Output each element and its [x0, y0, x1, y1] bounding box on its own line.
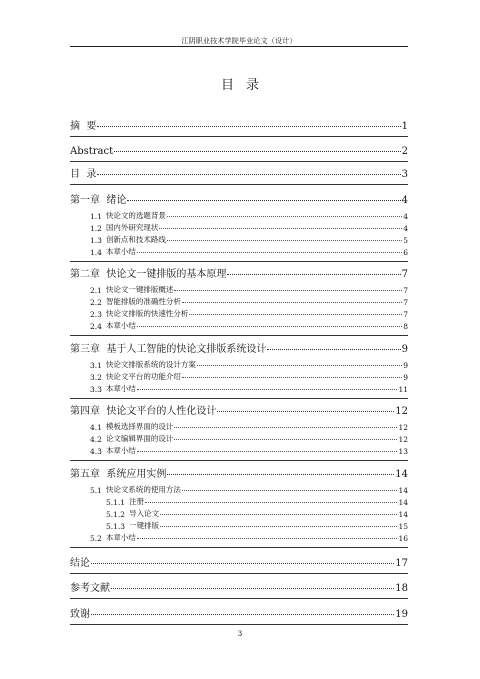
toc-entry-number: 5.1.2: [106, 510, 126, 519]
toc-leader-dots: [267, 348, 400, 350]
toc-entry-page: 12: [398, 423, 408, 432]
toc-entry[interactable]: [90, 297, 408, 307]
toc-entry-page: 14: [395, 469, 408, 480]
toc-entry-page: 7: [403, 310, 408, 319]
toc-entry[interactable]: [70, 403, 408, 417]
toc-entry-page: 19: [395, 609, 408, 620]
toc-entry-number: 5.1: [90, 486, 102, 495]
toc-leader-dots: [160, 513, 397, 515]
toc-section-rule: [70, 335, 408, 336]
toc-leader-dots: [137, 537, 398, 539]
toc-entry[interactable]: [90, 384, 408, 394]
toc-entry-label: 本章小结: [105, 446, 136, 455]
toc-entry-page: 5: [403, 236, 408, 245]
toc-entry-number: 4.3: [90, 447, 102, 456]
toc-entry-label: 快论文的选题背景: [105, 211, 166, 220]
toc-entry[interactable]: [90, 446, 408, 456]
toc-entry-label: 本章小结: [105, 321, 136, 330]
toc-section-rule: [70, 573, 408, 574]
toc-entry-number: 5.1.1: [106, 498, 126, 507]
toc-leader-dots: [127, 199, 400, 201]
toc-leader-dots: [137, 450, 398, 452]
toc-entry[interactable]: [90, 485, 408, 495]
toc-entry[interactable]: [90, 533, 408, 543]
toc-entry-number: 3.1: [90, 361, 102, 370]
toc-entry[interactable]: [70, 166, 408, 180]
toc-entry-page: 9: [401, 344, 408, 355]
toc-entry-page: 7: [401, 269, 408, 280]
toc-entry-page: 13: [398, 447, 408, 456]
toc-entry-page: 9: [403, 373, 408, 382]
toc-entry-label: Abstract: [70, 146, 114, 157]
toc-entry[interactable]: [90, 285, 408, 295]
toc-entry-page: 1: [401, 121, 408, 132]
toc-leader-dots: [174, 438, 397, 440]
toc-entry[interactable]: [70, 606, 408, 620]
toc-leader-dots: [227, 273, 400, 275]
toc-entry-page: 14: [398, 510, 408, 519]
toc-entry[interactable]: [70, 580, 408, 594]
toc-entry-number: 3.3: [90, 385, 102, 394]
toc-entry-number: 3.2: [90, 373, 102, 382]
toc-entry-label: 论文编辑界面的设计: [105, 434, 174, 443]
toc-entry-label: 第五章 系统应用实例: [70, 469, 167, 480]
header-rule: [70, 46, 408, 47]
toc-entry[interactable]: [90, 309, 408, 319]
toc-entry[interactable]: [70, 118, 408, 132]
toc-section-rule: [70, 161, 408, 162]
toc-entry-number: 4.2: [90, 435, 102, 444]
toc-entry-page: 9: [403, 361, 408, 370]
page-number: 3: [237, 630, 243, 638]
toc-section-rule: [70, 261, 408, 262]
toc-entry[interactable]: [106, 497, 408, 507]
toc-entry[interactable]: [70, 192, 408, 206]
toc-entry[interactable]: [90, 360, 408, 370]
toc-entry-page: 16: [398, 534, 408, 543]
toc-entry-label: 国内外研究现状: [105, 223, 159, 232]
toc-leader-dots: [167, 215, 402, 217]
toc-entry-page: 15: [398, 522, 408, 531]
toc-entry-label: 第二章 快论文一键排版的基本原理: [70, 269, 227, 280]
toc-entry-page: 18: [395, 583, 408, 594]
toc-entry-label: 快论文排版系统的设计方案: [105, 360, 196, 369]
toc-entry-page: 14: [398, 486, 408, 495]
toc-leader-dots: [160, 525, 397, 527]
toc-entry[interactable]: [90, 247, 408, 257]
toc-entry-page: 8: [403, 322, 408, 331]
toc-entry-page: 12: [395, 406, 408, 417]
toc-leader-dots: [137, 251, 402, 253]
toc-section-rule: [70, 136, 408, 137]
toc-entry-page: 4: [403, 212, 408, 221]
toc-entry-label: 快论文一键排版概述: [105, 285, 174, 294]
page-header: 江阴职业技术学院毕业论文（设计）: [181, 37, 297, 45]
toc-leader-dots: [145, 501, 397, 503]
toc-entry[interactable]: [70, 555, 408, 569]
toc-entry-label: 摘 要: [70, 121, 97, 132]
toc-entry[interactable]: [90, 372, 408, 382]
toc-entry-label: 智能排版的准确性分析: [105, 297, 181, 306]
toc-entry[interactable]: [70, 341, 408, 355]
toc-entry-label: 一键排版: [129, 521, 160, 530]
toc-entry-label: 本章小结: [105, 384, 136, 393]
toc-entry-page: 17: [395, 558, 408, 569]
toc-leader-dots: [91, 613, 394, 615]
toc-leader-dots: [182, 376, 402, 378]
toc-entry-number: 1.3: [90, 236, 102, 245]
toc-entry-number: 2.2: [90, 298, 102, 307]
toc-entry[interactable]: [70, 266, 408, 280]
toc-entry-page: 7: [403, 298, 408, 307]
toc-entry[interactable]: [90, 211, 408, 221]
toc-leader-dots: [111, 587, 394, 589]
toc-entry-label: 本章小结: [105, 247, 136, 256]
toc-entry-label: 致谢: [70, 609, 90, 620]
toc-section-rule: [70, 398, 408, 399]
toc-entry-label: 模板选择界面的设计: [105, 422, 174, 431]
toc-entry-page: 11: [398, 385, 408, 394]
toc-entry-page: 7: [403, 286, 408, 295]
toc-leader-dots: [167, 239, 402, 241]
toc-entry-page: 14: [398, 498, 408, 507]
toc-entry[interactable]: [90, 223, 408, 233]
toc-leader-dots: [182, 301, 402, 303]
toc-title: 目录: [220, 78, 271, 93]
toc-entry-label: 第三章 基于人工智能的快论文排版系统设计: [70, 344, 267, 355]
toc-entry-number: 1.1: [90, 212, 102, 221]
toc-entry-page: 2: [401, 146, 408, 157]
toc-leader-dots: [91, 562, 394, 564]
toc-entry-label: 第四章 快论文平台的人性化设计: [70, 406, 217, 417]
toc-entry-label: 导入论文: [129, 509, 160, 518]
toc-entry-page: 4: [401, 195, 408, 206]
toc-entry[interactable]: [90, 321, 408, 331]
toc-leader-dots: [174, 289, 402, 291]
toc-entry-number: 2.3: [90, 310, 102, 319]
toc-entry-label: 目 录: [70, 169, 97, 180]
toc-entry[interactable]: [90, 422, 408, 432]
toc-entry-label: 第一章 绪论: [70, 195, 127, 206]
toc-entry-label: 参考文献: [70, 583, 110, 594]
toc-entry-number: 1.4: [90, 248, 102, 257]
toc-leader-dots: [182, 489, 398, 491]
toc-entry-number: 2.4: [90, 322, 102, 331]
toc-section-rule: [70, 598, 408, 599]
toc-leader-dots: [197, 364, 402, 366]
toc-section-rule: [70, 624, 408, 625]
toc-entry[interactable]: [90, 235, 408, 245]
toc-entry[interactable]: [106, 509, 408, 519]
toc-entry-page: 4: [403, 224, 408, 233]
toc-entry[interactable]: [90, 434, 408, 444]
toc-section-rule: [70, 460, 408, 461]
toc-entry-label: 创新点和技术路线: [105, 235, 166, 244]
toc-entry-label: 本章小结: [105, 533, 136, 542]
toc-leader-dots: [167, 473, 394, 475]
toc-leader-dots: [137, 325, 402, 327]
toc-leader-dots: [189, 313, 402, 315]
toc-entry-label: 注册: [129, 497, 145, 506]
toc-leader-dots: [159, 227, 402, 229]
toc-entry-label: 快论文排版的快速性分析: [105, 309, 189, 318]
toc-leader-dots: [114, 150, 400, 152]
toc-entry-page: 6: [403, 248, 408, 257]
toc-entry-page: 3: [401, 169, 408, 180]
toc-entry-number: 5.2: [90, 534, 102, 543]
toc-leader-dots: [97, 125, 400, 127]
toc-leader-dots: [137, 388, 398, 390]
toc-entry-number: 1.2: [90, 224, 102, 233]
toc-section-rule: [70, 547, 408, 548]
toc-entry-number: 5.1.3: [106, 522, 126, 531]
toc-entry-label: 快论文平台的功能介绍: [105, 372, 181, 381]
toc-entry-number: 4.1: [90, 423, 102, 432]
toc-entry-label: 结论: [70, 558, 90, 569]
toc-leader-dots: [217, 410, 394, 412]
toc-entry-label: 快论文系统的使用方法: [105, 485, 181, 494]
toc-entry-number: 2.1: [90, 286, 102, 295]
toc-entry[interactable]: [70, 466, 408, 480]
toc-leader-dots: [97, 173, 400, 175]
toc-entry[interactable]: [106, 521, 408, 531]
toc-leader-dots: [174, 426, 397, 428]
toc-section-rule: [70, 184, 408, 185]
toc-entry-page: 12: [398, 435, 408, 444]
toc-entry[interactable]: [70, 143, 408, 157]
